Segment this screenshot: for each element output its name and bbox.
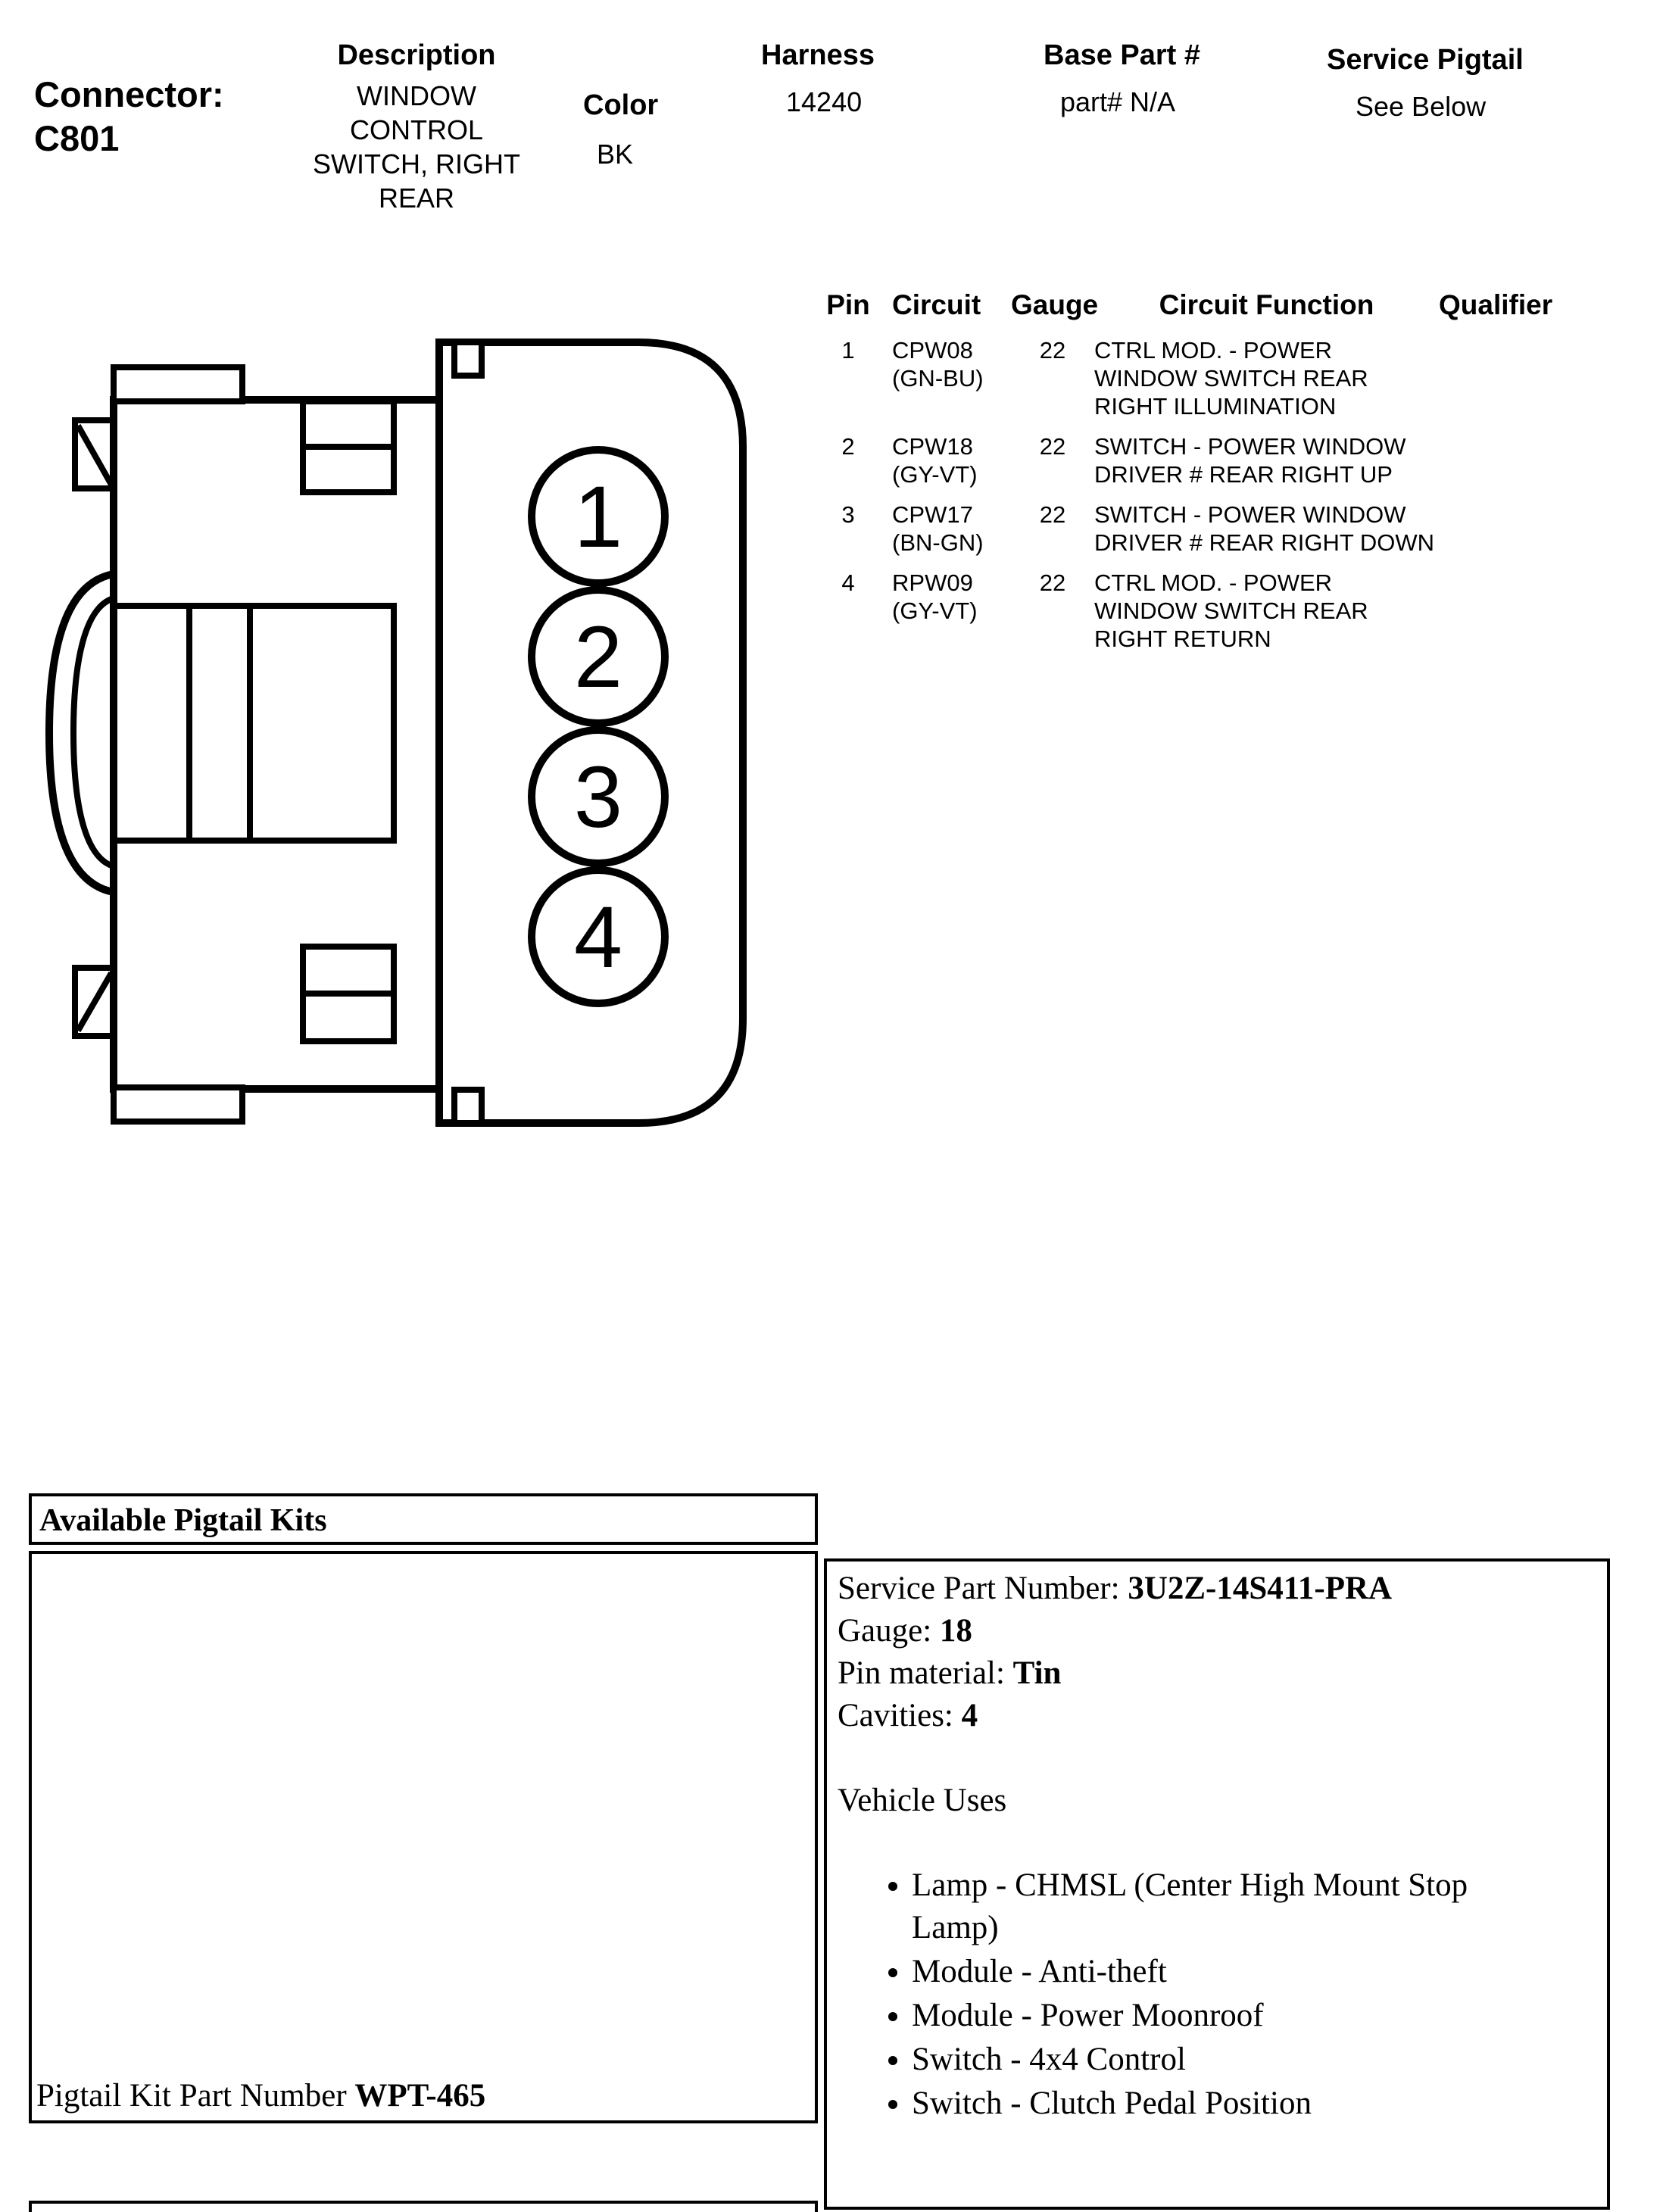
pin-material-value: Tin <box>1012 1655 1062 1691</box>
cell-function: SWITCH - POWER WINDOW DRIVER # REAR RIGHT UP <box>1094 433 1406 488</box>
pigtail-kit-label: Pigtail Kit Part Number <box>36 2078 347 2114</box>
service-pigtail-label: Service Pigtail <box>1327 44 1524 76</box>
inner-cavity <box>189 606 394 841</box>
circuit-code: CPW18 <box>892 433 973 460</box>
pigtail-kits-header <box>29 1493 818 1545</box>
cavities-label: Cavities: <box>838 1698 953 1733</box>
pigtail-kit-value: WPT-465 <box>354 2078 486 2114</box>
cavities-line <box>838 1695 1596 1737</box>
cell-pin: 1 <box>841 337 855 363</box>
cell-gauge: 22 <box>1039 501 1066 528</box>
gauge-value: 18 <box>939 1613 972 1649</box>
cell-pin: 2 <box>841 433 855 460</box>
circuit-code: CPW17 <box>892 501 973 528</box>
table-row <box>818 432 1583 488</box>
top-tab <box>114 367 242 401</box>
circuit-color: (BN-GN) <box>892 529 984 556</box>
service-part-label: Service Part Number: <box>838 1571 1120 1606</box>
list-item: • Switch - 4x4 Control <box>912 2039 1532 2081</box>
table-row <box>818 569 1583 653</box>
list-item: • Module - Power Moonroof <box>912 1995 1532 2037</box>
description-value: WINDOW CONTROL SWITCH, RIGHT REAR <box>313 80 520 214</box>
col-header-qualifier: Qualifier <box>1439 289 1553 320</box>
harness-value: 14240 <box>786 86 863 117</box>
pigtail-kit-part-number <box>36 2077 485 2114</box>
top-left-notch-diagonal <box>78 426 111 485</box>
list-item: • Module - Anti-theft <box>912 1951 1532 1993</box>
cell-gauge: 22 <box>1039 433 1066 460</box>
vehicle-uses-title: Vehicle Uses <box>838 1783 1007 1818</box>
cavities-value: 4 <box>961 1698 978 1733</box>
base-part-label: Base Part # <box>1044 39 1201 71</box>
bottom-tab <box>114 1087 242 1122</box>
description-label: Description <box>337 39 496 71</box>
circuit-code: RPW09 <box>892 569 973 596</box>
cell-qualifier <box>1439 432 1575 488</box>
circuit-color: (GN-BU) <box>892 365 984 392</box>
harness-label: Harness <box>761 39 875 71</box>
pin-table-body <box>818 336 1583 653</box>
service-part-value: 3U2Z-14S411-PRA <box>1128 1571 1393 1606</box>
connector-title <box>34 73 224 161</box>
cell-circuit <box>878 336 1011 420</box>
pin-material-line <box>838 1652 1596 1695</box>
page-bottom-box-edge <box>29 2201 818 2212</box>
cell-qualifier <box>1439 569 1575 653</box>
color-value: BK <box>597 139 634 170</box>
list-item: • Lamp - CHMSL (Center High Mount Stop Lamp) <box>912 1864 1532 1949</box>
pin-number-2: 2 <box>574 609 622 706</box>
gauge-line <box>838 1610 1596 1652</box>
col-header-circuit: Circuit <box>892 289 981 320</box>
pin-table <box>818 289 1583 665</box>
cell-qualifier <box>1439 501 1575 557</box>
col-header-function: Circuit Function <box>1159 289 1374 320</box>
cell-pin: 4 <box>841 569 855 596</box>
pin-material-label: Pin material: <box>838 1655 1005 1691</box>
connector-label: Connector: <box>34 74 224 114</box>
color-label: Color <box>583 89 659 121</box>
list-item: • Switch - Clutch Pedal Position <box>912 2083 1532 2125</box>
cell-circuit <box>878 569 1011 653</box>
pigtail-kits-title: Available Pigtail Kits <box>39 1503 327 1538</box>
cell-circuit <box>878 432 1011 488</box>
col-header-pin: Pin <box>826 289 870 320</box>
table-row <box>818 336 1583 420</box>
pin-table-header <box>818 289 1583 321</box>
connector-diagram <box>42 333 753 1136</box>
pin-number-1: 1 <box>574 469 622 566</box>
cell-function: CTRL MOD. - POWER WINDOW SWITCH REAR RIGHT RETURN <box>1094 569 1368 652</box>
cell-function: CTRL MOD. - POWER WINDOW SWITCH REAR RIGHT ILLUMINATION <box>1094 337 1368 420</box>
right-body-bottom-notch <box>454 1090 482 1123</box>
cell-gauge: 22 <box>1039 569 1066 596</box>
cell-pin: 3 <box>841 501 855 528</box>
col-header-gauge: Gauge <box>1011 289 1099 320</box>
pigtail-kits-box <box>29 1551 818 2123</box>
cell-circuit <box>878 501 1011 557</box>
circuit-color: (GY-VT) <box>892 597 978 624</box>
circuit-color: (GY-VT) <box>892 461 978 488</box>
bottom-left-notch-diagonal <box>78 973 111 1031</box>
cell-function: SWITCH - POWER WINDOW DRIVER # REAR RIGHT DOWN <box>1094 501 1434 556</box>
vehicle-uses-list <box>838 1864 1596 2125</box>
base-part-value: part# N/A <box>1060 86 1176 117</box>
service-details-box <box>824 1558 1610 2210</box>
gauge-label: Gauge: <box>838 1613 932 1649</box>
connector-left-bulge <box>49 574 114 892</box>
connector-id: C801 <box>34 118 120 158</box>
pin-number-4: 4 <box>574 889 622 986</box>
right-body-top-notch <box>454 342 482 376</box>
cell-gauge: 22 <box>1039 337 1066 363</box>
circuit-code: CPW08 <box>892 337 973 363</box>
service-part-number-line <box>838 1568 1596 1610</box>
cell-qualifier <box>1439 336 1575 420</box>
service-pigtail-value: See Below <box>1356 91 1487 122</box>
pin-number-3: 3 <box>574 749 622 846</box>
table-row <box>818 501 1583 557</box>
